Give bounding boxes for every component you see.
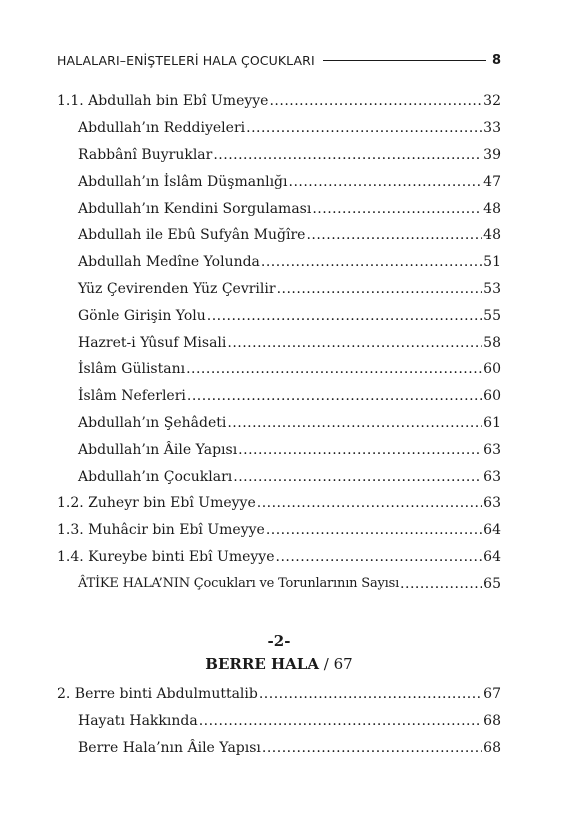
toc-leader-dots: [199, 713, 482, 729]
toc-entry-page: 47: [483, 173, 501, 190]
toc-leader-dots: [261, 254, 482, 270]
toc-entry: [57, 383, 501, 410]
toc-leader-dots: [259, 686, 482, 702]
toc-entry-title: Abdullah’ın Reddiyeleri: [78, 120, 246, 137]
toc-entry-page: 33: [483, 120, 501, 137]
toc-entry-title: Abdullah’ın Şehâdeti: [78, 414, 227, 431]
toc-entry-page: 60: [483, 361, 501, 378]
toc-entry-title: Gönle Girişin Yolu: [78, 307, 206, 324]
toc-leader-dots: [207, 308, 482, 324]
toc-entry-page: 51: [483, 254, 501, 271]
section-title: [57, 652, 501, 676]
section-separator: /: [319, 655, 334, 673]
toc-entry: [57, 735, 501, 762]
section-page: 67: [333, 655, 353, 673]
toc-entry-title: Abdullah’ın Çocukları: [78, 468, 233, 485]
toc-entry-title: Abdullah ile Ebû Sufyân Muğîre: [78, 227, 306, 244]
toc-entry-page: 60: [483, 388, 501, 405]
page-number: 8: [491, 52, 501, 68]
toc-entry: [57, 329, 501, 356]
table-of-contents: [57, 88, 501, 597]
toc-entry-page: 63: [483, 495, 501, 512]
toc-leader-dots: [227, 335, 482, 351]
toc-leader-dots: [187, 388, 482, 404]
toc-entry: [57, 570, 501, 597]
toc-leader-dots: [262, 740, 482, 756]
running-header-title: HALALARI–ENİŞTELERİ HALA ÇOCUKLARI: [57, 52, 315, 68]
toc-leader-dots: [186, 361, 482, 377]
toc-entry: [57, 88, 501, 115]
toc-entry-title: Abdullah’ın Kendini Sorgulaması: [78, 200, 312, 217]
toc-leader-dots: [227, 415, 482, 431]
toc-entry-page: 48: [483, 200, 501, 217]
toc-leader-dots: [269, 93, 482, 109]
toc-entry-title: Abdullah Medîne Yolunda: [78, 254, 260, 271]
section-number: -2-: [267, 632, 291, 650]
toc-entry: [57, 222, 501, 249]
toc-leader-dots: [277, 281, 483, 297]
toc-entry-title: Berre Hala’nın Âile Yapısı: [78, 739, 261, 756]
toc-entry-page: 64: [483, 548, 501, 565]
header-rule: [323, 60, 486, 61]
toc-entry-title: 2. Berre binti Abdulmuttalib: [57, 686, 258, 703]
toc-entry-title: İslâm Neferleri: [78, 388, 186, 405]
toc-entry-title: 1.2. Zuheyr bin Ebî Umeyye: [57, 495, 256, 512]
toc-leader-dots: [289, 174, 483, 190]
toc-entry: [57, 115, 501, 142]
toc-entry-page: 63: [483, 441, 501, 458]
toc-entry: [57, 708, 501, 735]
toc-leader-dots: [233, 469, 482, 485]
toc-entry: [57, 249, 501, 276]
toc-entry: [57, 195, 501, 222]
toc-entry-page: 32: [483, 93, 501, 110]
section-name: BERRE HALA: [205, 655, 319, 673]
toc-entry: [57, 517, 501, 544]
toc-leader-dots: [213, 147, 482, 163]
toc-entry-title: Abdullah’ın İslâm Düşmanlığı: [78, 173, 288, 190]
toc-entry-title: İslâm Gülistanı: [78, 361, 186, 378]
toc-entry-page: 55: [483, 307, 501, 324]
toc-entry-page: 64: [483, 522, 501, 539]
toc-entry-page: 68: [483, 739, 501, 756]
toc-entry: [57, 356, 501, 383]
toc-leader-dots: [257, 495, 482, 511]
toc-entry-title: Hazret-i Yûsuf Misali: [78, 334, 227, 351]
table-of-contents-section-2: [57, 681, 501, 761]
toc-entry-page: 65: [483, 575, 501, 592]
toc-entry-page: 63: [483, 468, 501, 485]
toc-entry-title: Abdullah’ın Âile Yapısı: [78, 441, 238, 458]
toc-entry: [57, 436, 501, 463]
toc-entry-title: 1.4. Kureybe binti Ebî Umeyye: [57, 548, 275, 565]
toc-entry-page: 67: [483, 686, 501, 703]
toc-entry: [57, 544, 501, 571]
toc-entry: [57, 302, 501, 329]
toc-entry-title: 1.3. Muhâcir bin Ebî Umeyye: [57, 522, 265, 539]
toc-leader-dots: [312, 201, 482, 217]
toc-entry-title: ÂTİKE HALA’NIN Çocukları ve Torunlarının Sayısı: [78, 576, 400, 592]
toc-entry: [57, 142, 501, 169]
toc-entry: [57, 276, 501, 303]
toc-leader-dots: [276, 549, 483, 565]
toc-entry-page: 61: [483, 414, 501, 431]
toc-entry-title: Hayatı Hakkında: [78, 713, 198, 730]
toc-entry: [57, 168, 501, 195]
toc-entry: [57, 490, 501, 517]
toc-leader-dots: [266, 522, 482, 538]
section-heading: [57, 630, 501, 676]
toc-entry-page: 58: [483, 334, 501, 351]
toc-entry-page: 68: [483, 713, 501, 730]
toc-entry: [57, 463, 501, 490]
toc-entry: [57, 681, 501, 708]
toc-leader-dots: [238, 442, 482, 458]
toc-leader-dots: [306, 227, 482, 243]
toc-leader-dots: [400, 576, 482, 592]
running-header: [57, 50, 501, 70]
toc-entry-title: Yüz Çevirenden Yüz Çevrilir: [78, 280, 276, 297]
toc-leader-dots: [246, 120, 482, 136]
toc-entry: [57, 410, 501, 437]
toc-entry-page: 53: [483, 280, 501, 297]
toc-entry-title: 1.1. Abdullah bin Ebî Umeyye: [57, 93, 269, 110]
toc-entry-title: Rabbânî Buyruklar: [78, 146, 213, 163]
toc-entry-page: 39: [483, 146, 501, 163]
toc-entry-page: 48: [483, 227, 501, 244]
